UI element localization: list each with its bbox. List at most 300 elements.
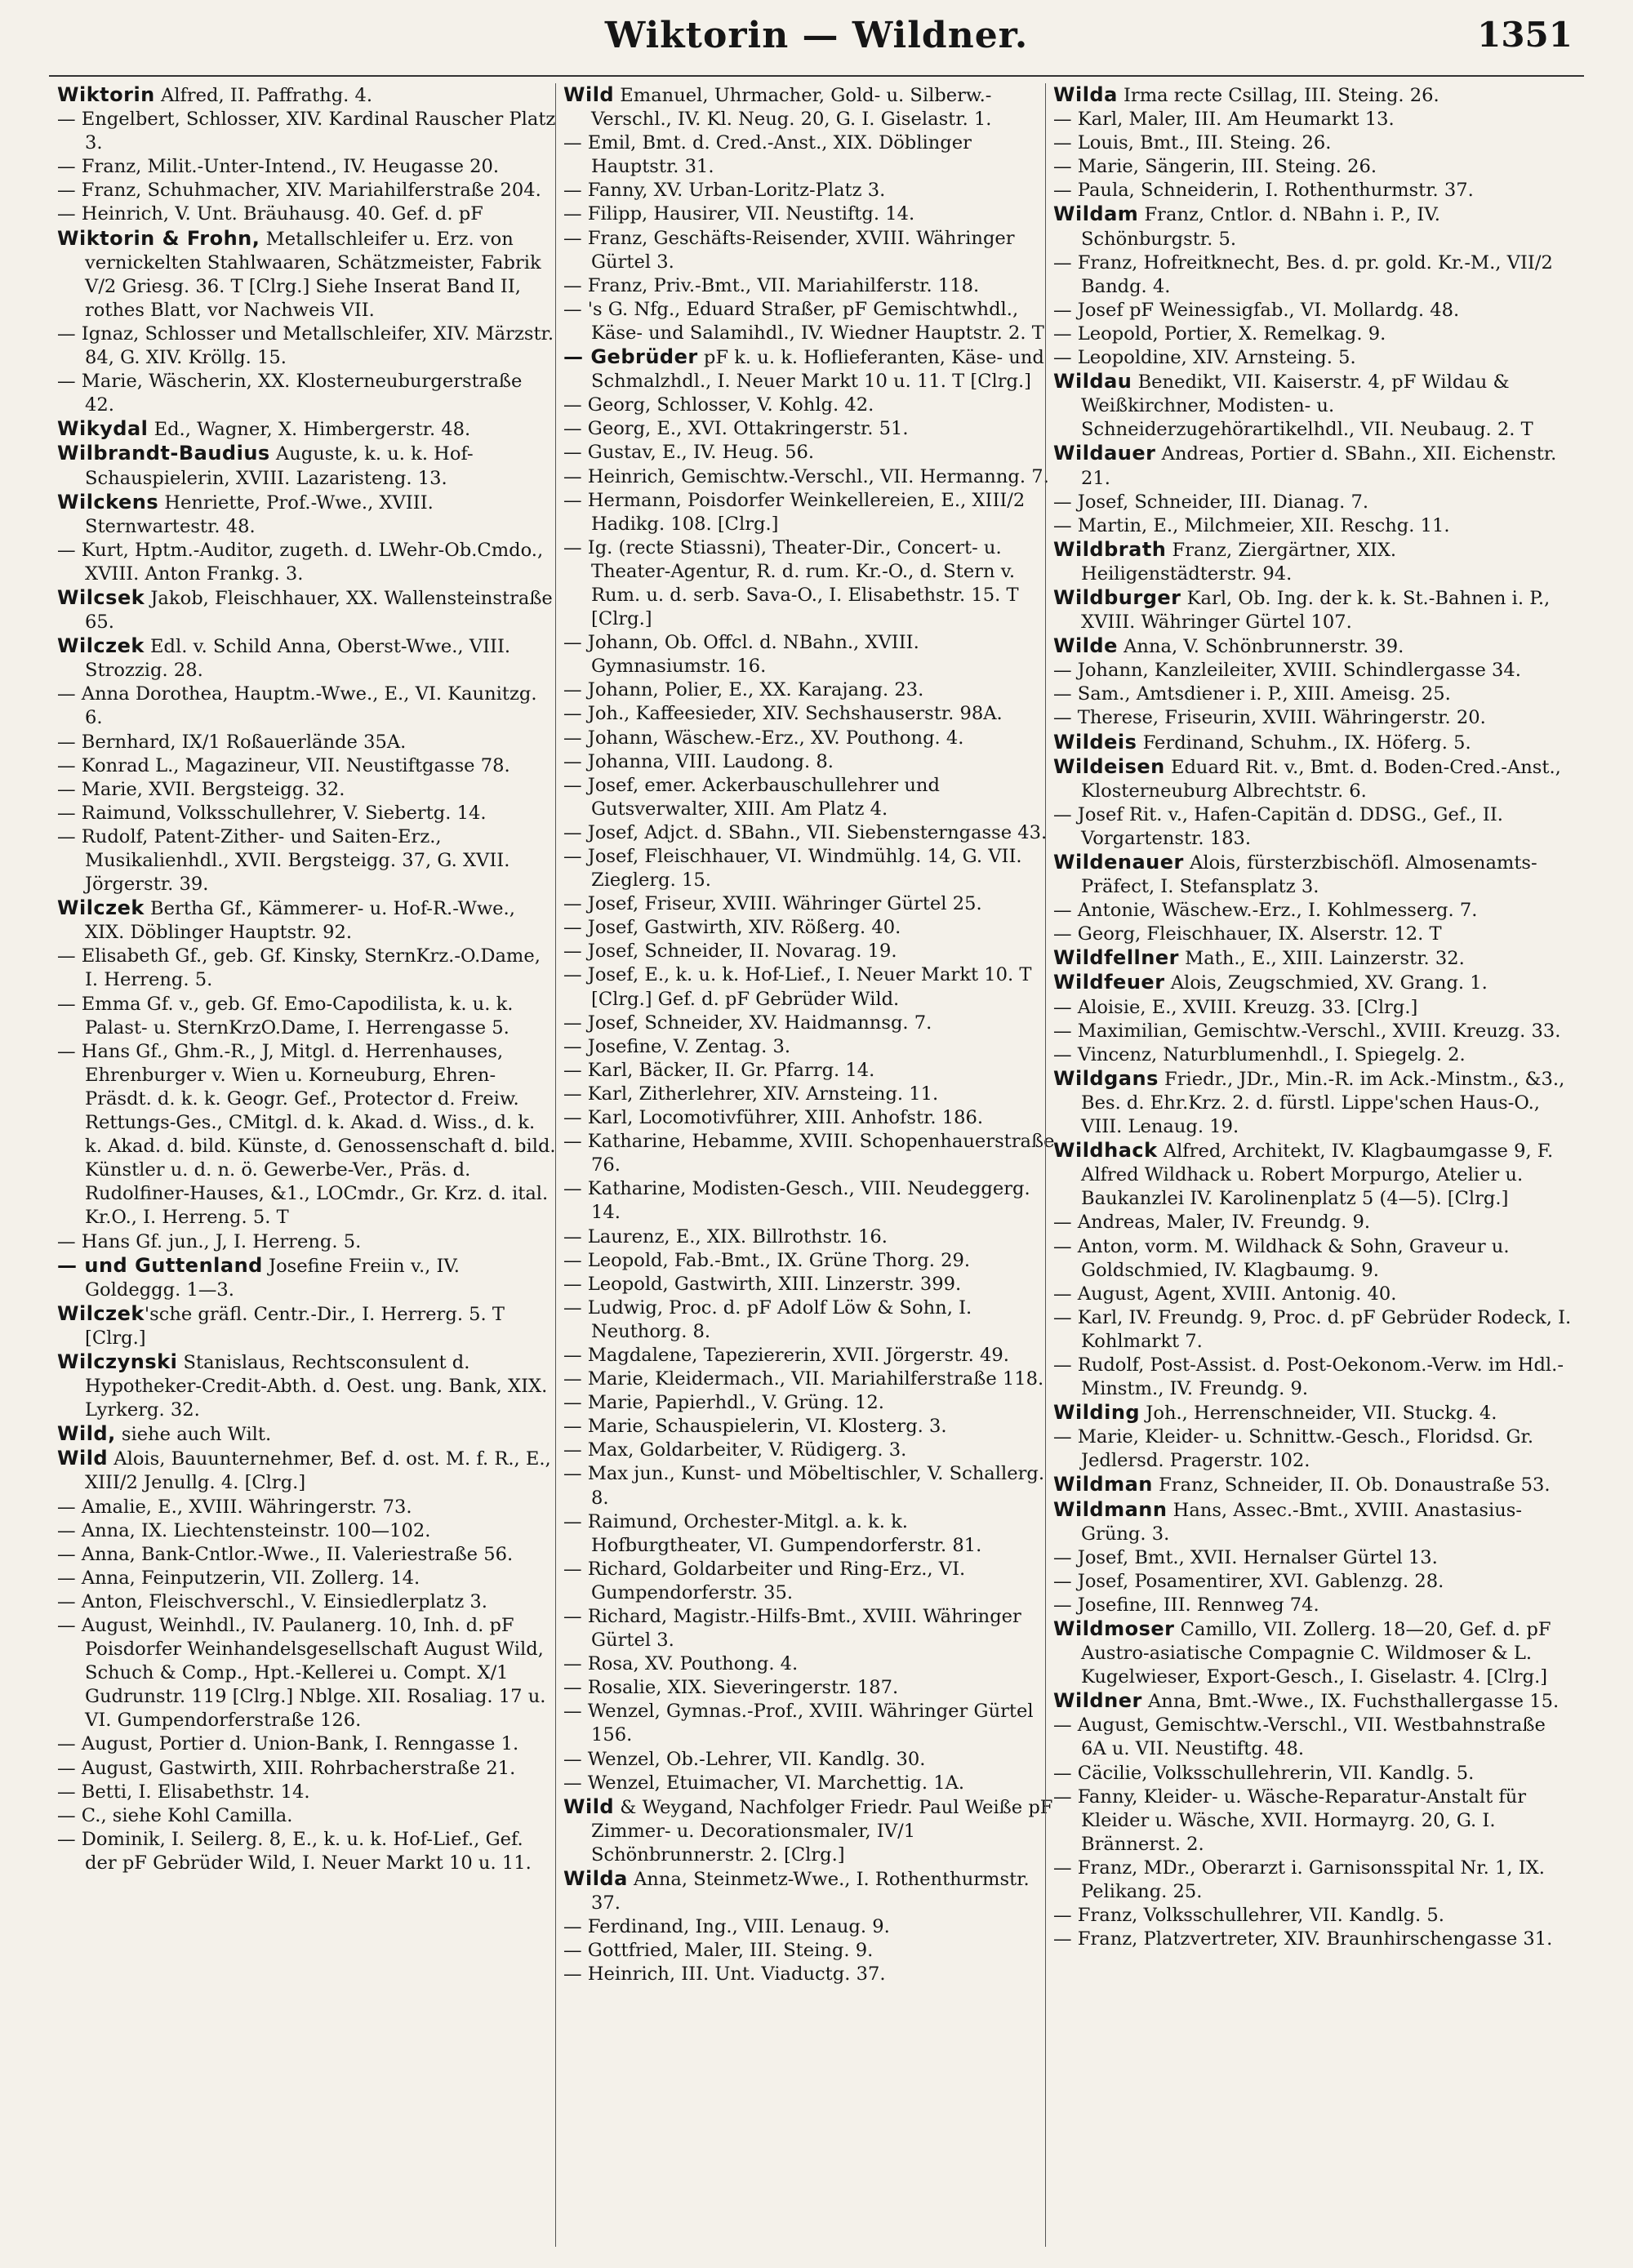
entry-text: — Gottfried, Maler, III. Steing. 9.: [563, 1940, 874, 1962]
directory-entry: [1053, 1354, 1576, 1401]
entry-text: — Josef, Bmt., XVII. Hernalser Gürtel 13.: [1053, 1546, 1438, 1568]
entry-text: — Josef, Adjct. d. SBahn., VII. Siebensterngasse 43.: [563, 821, 1048, 843]
entry-text: — Josef pF Weinessigfab., VI. Mollardg. 48.: [1053, 299, 1460, 321]
directory-entry: [563, 916, 1063, 940]
entry-surname: Wild: [57, 1447, 109, 1470]
entry-text: — Josefine, III. Rennweg 74.: [1053, 1594, 1319, 1616]
entry-text: — Andreas, Maler, IV. Freundg. 9.: [1053, 1212, 1371, 1234]
directory-entry: [563, 83, 1063, 131]
directory-entry: [1053, 1689, 1576, 1714]
directory-entry: [563, 1059, 1063, 1083]
entry-text: — Ignaz, Schlosser und Metallschleifer, XIV. Märzstr. 84, G. XIV. Kröllg. 15.: [57, 322, 554, 369]
entry-surname: Wild: [563, 1794, 615, 1818]
entry-text: — Emil, Bmt. d. Cred.-Anst., XIX. Döblinger Hauptstr. 31.: [563, 132, 972, 178]
directory-entry: [57, 1757, 557, 1781]
directory-entry: [563, 1748, 1063, 1772]
directory-entry: [563, 821, 1063, 845]
entry-text: — Rosa, XV. Pouthong. 4.: [563, 1653, 799, 1675]
entry-text: Franz, Ziergärtner, XIX. Heiligenstädterstr. 94.: [1081, 539, 1397, 585]
directory-entry: [563, 202, 1063, 226]
directory-entry: [57, 1350, 557, 1422]
entry-text: — Georg, E., XVI. Ottakringerstr. 51.: [563, 418, 909, 440]
header-rule: [49, 75, 1584, 77]
entry-text: — Filipp, Hausirer, VII. Neustiftg. 14.: [563, 203, 915, 225]
entry-text: Alois, Bauunternehmer, Bef. d. ost. M. f. R., E., XIII/2 Jenullg. 4. [Clrg.]: [85, 1448, 551, 1494]
entry-text: — Josef, Schneider, II. Novarag. 19.: [563, 941, 897, 963]
directory-entry: [1053, 299, 1576, 322]
entry-text: — Raimund, Orchester-Mitgl. a. k. k. Hofburgtheater, VI. Gumpendorferstr. 81.: [563, 1510, 982, 1556]
entry-text: Joh., Herrenschneider, VII. Stuckg. 4.: [1140, 1403, 1497, 1425]
column-divider: [1045, 83, 1046, 2247]
entry-text: — August, Gastwirth, XIII. Rohrbacherstraße 21.: [57, 1757, 516, 1779]
directory-entry: [57, 1254, 557, 1302]
entry-text: — Karl, Maler, III. Am Heumarkt 13.: [1053, 109, 1395, 131]
directory-entry: [57, 1781, 557, 1804]
entry-text: — Hermann, Poisdorfer Weinkellereien, E., XIII/2 Hadikg. 108. [Clrg.]: [563, 489, 1026, 535]
directory-entry: [57, 1040, 557, 1230]
directory-entry: [1053, 179, 1576, 202]
entry-surname: Wilckens: [57, 490, 159, 514]
entry-surname: Wildburger: [1053, 585, 1181, 609]
entry-text: — Therese, Friseurin, XVIII. Währingerstr. 20.: [1053, 707, 1486, 729]
entry-text: — August, Weinhdl., IV. Paulanerg. 10, Inh. d. pF Poisdorfer Weinhandelsgesellschaft August Wild, Schuch & Comp., Hpt.-Kellerei u. Compt. X/1 Gudrunstr. 119 [Clrg.] Nblge. XII. Rosaliag. 17 u. VI. Gumpendorferstraße 126.: [57, 1615, 546, 1732]
entry-surname: Wiktorin: [57, 83, 155, 106]
directory-entry: [57, 802, 557, 825]
entry-text: — Marie, XVII. Bergsteigg. 32.: [57, 778, 345, 800]
entry-text: — Bernhard, IX/1 Roßauerlände 35A.: [57, 731, 407, 753]
entry-text: — Elisabeth Gf., geb. Gf. Kinsky, SternKrz.-O.Dame, I. Herreng. 5.: [57, 945, 541, 991]
entry-text: — Karl, Locomotivführer, XIII. Anhofstr. 186.: [563, 1107, 984, 1129]
directory-entry: [57, 586, 557, 634]
entry-text: — Karl, IV. Freundg. 9, Proc. d. pF Gebrüder Rodeck, I. Kohlmarkt 7.: [1053, 1306, 1572, 1352]
entry-text: — Josefine, V. Zentag. 3.: [563, 1035, 791, 1057]
entry-text: — Franz, Hofreitknecht, Bes. d. pr. gold. Kr.-M., VII/2 Bandg. 4.: [1053, 251, 1553, 297]
entry-text: — Franz, Schuhmacher, XIV. Mariahilferstraße 204.: [57, 180, 541, 202]
directory-entry: [57, 683, 557, 730]
directory-entry: [1053, 370, 1576, 442]
entry-text: — Betti, I. Elisabethstr. 14.: [57, 1781, 310, 1803]
directory-entry: [563, 1867, 1063, 1915]
directory-entry: [1053, 1473, 1576, 1497]
entry-text: — Richard, Magistr.-Hilfs-Bmt., XVIII. Währinger Gürtel 3.: [563, 1606, 1021, 1652]
directory-entry: [1053, 586, 1576, 634]
directory-entry: [563, 298, 1063, 345]
entry-text: — Josef, E., k. u. k. Hof-Lief., I. Neuer Markt 10. T [Clrg.] Gef. d. pF Gebrüder Wild.: [563, 964, 1032, 1010]
directory-entry: [563, 1130, 1063, 1177]
directory-entry: [57, 778, 557, 802]
directory-entry: [57, 1590, 557, 1614]
directory-entry: [563, 465, 1063, 489]
entry-text: — Maximilian, Gemischtw.-Verschl., XVIII. Kreuzg. 33.: [1053, 1020, 1561, 1042]
entry-surname: Wildenauer: [1053, 851, 1184, 874]
directory-entry: [1053, 1785, 1576, 1857]
entry-text: Anna, Bmt.-Wwe., IX. Fuchsthallergasse 15.: [1141, 1691, 1560, 1713]
entry-text: Alfred, Architekt, IV. Klagbaumgasse 9, F. Alfred Wildhack u. Robert Morpurgo, Atelier u. Baukanzlei IV. Karolinenplatz 5 (4—5). [Clrg.]: [1081, 1141, 1554, 1210]
entry-text: — Laurenz, E., XIX. Billrothstr. 16.: [563, 1225, 888, 1247]
entry-surname: Wiktorin & Frohn,: [57, 226, 260, 250]
entry-text: Ferdinand, Schuhm., IX. Höferg. 5.: [1137, 732, 1471, 754]
entry-text: Benedikt, VII. Kaiserstr. 4, pF Wildau & Weißkirchner, Modisten- u. Schneiderzugehörartikelhdl., VII. Neubaug. 2. T: [1081, 371, 1533, 441]
directory-entry: [563, 417, 1063, 441]
entry-text: — Amalie, E., XVIII. Währingerstr. 73.: [57, 1496, 412, 1518]
directory-entry: [563, 1225, 1063, 1249]
directory-entry: [57, 417, 557, 442]
entry-text: Jakob, Fleischhauer, XX. Wallensteinstraße 65.: [85, 587, 553, 634]
directory-entry: [1053, 442, 1576, 490]
entry-text: — Marie, Kleider- u. Schnittw.-Gesch., Floridsd. Gr. Jedlersd. Pragerstr. 102.: [1053, 1426, 1534, 1472]
directory-entry: [563, 892, 1063, 916]
entry-text: — Josef, Schneider, III. Dianag. 7.: [1053, 491, 1369, 513]
entry-text: — Anton, vorm. M. Wildhack & Sohn, Graveur u. Goldschmied, IV. Klagbaumg. 9.: [1053, 1235, 1510, 1281]
directory-entry: [1053, 155, 1576, 179]
page-header: [49, 15, 1584, 72]
entry-text: — Dominik, I. Seilerg. 8, E., k. u. k. Hof-Lief., Gef. der pF Gebrüder Wild, I. Neuer Markt 10 u. 11.: [57, 1828, 532, 1874]
directory-entry: [563, 1083, 1063, 1106]
entry-text: Henriette, Prof.-Wwe., XVIII. Sternwartestr. 48.: [85, 491, 434, 537]
entry-surname: Wildhack: [1053, 1139, 1158, 1163]
entry-text: Eduard Rit. v., Bmt. d. Boden-Cred.-Anst., Klosterneuburg Albrechtstr. 6.: [1081, 756, 1561, 802]
entry-text: — Richard, Goldarbeiter und Ring-Erz., VI. Gumpendorferstr. 35.: [563, 1558, 966, 1603]
directory-entry: [1053, 1235, 1576, 1283]
directory-entry: [563, 1939, 1063, 1963]
directory-entry: [1053, 1401, 1576, 1425]
entry-text: — Wenzel, Etuimacher, VI. Marchettig. 1A.: [563, 1772, 965, 1794]
directory-entry: [1053, 1714, 1576, 1761]
entry-text: — Franz, MDr., Oberarzt i. Garnisonsspital Nr. 1, IX. Pelikang. 25.: [1053, 1857, 1545, 1903]
entry-text: — Franz, Priv.-Bmt., VII. Mariahilferstr. 118.: [563, 274, 980, 296]
directory-entry: [57, 754, 557, 778]
directory-entry: [563, 1273, 1063, 1296]
directory-entry: [563, 1415, 1063, 1439]
entry-text: — Josef Rit. v., Hafen-Capitän d. DDSG., Gef., II. Vorgartenstr. 183.: [1053, 803, 1503, 849]
directory-entry: [563, 1391, 1063, 1415]
entry-surname: Wilczek: [57, 896, 145, 920]
directory-entry: [1053, 83, 1576, 108]
entry-text: — Franz, Volksschullehrer, VII. Kandlg. 5.: [1053, 1905, 1444, 1927]
entry-surname: Wilczek: [57, 1301, 145, 1325]
directory-entry: [57, 108, 557, 155]
entry-text: — Kurt, Hptm.-Auditor, zugeth. d. LWehr-Ob.Cmdo., XVIII. Anton Frankg. 3.: [57, 539, 544, 585]
directory-entry: [1053, 108, 1576, 131]
entry-text: siehe auch Wilt.: [115, 1424, 272, 1446]
entry-text: — Franz, Milit.-Unter-Intend., IV. Heugasse 20.: [57, 156, 500, 178]
entry-surname: Wildman: [1053, 1473, 1153, 1496]
entry-text: — Franz, Platzvertreter, XIV. Braunhirschengasse 31.: [1053, 1928, 1553, 1950]
directory-entry: [1053, 1211, 1576, 1234]
directory-entry: [563, 1652, 1063, 1676]
directory-entry: [1053, 251, 1576, 299]
directory-entry: [563, 845, 1063, 892]
entry-text: — August, Agent, XVIII. Antonig. 40.: [1053, 1283, 1397, 1305]
directory-entry: [1053, 1546, 1576, 1570]
column-3: [1053, 83, 1576, 2247]
entry-text: — Aloisie, E., XVIII. Kreuzg. 33. [Clrg.]: [1053, 996, 1418, 1018]
entry-text: — Johann, Wäschew.-Erz., XV. Pouthong. 4.: [563, 727, 964, 749]
directory-entry: [57, 1614, 557, 1732]
entry-text: — Heinrich, Gemischtw.-Verschl., VII. Hermanng. 7.: [563, 465, 1049, 487]
directory-entry: [57, 491, 557, 539]
directory-entry: [1053, 1139, 1576, 1211]
directory-entry: [1053, 131, 1576, 155]
entry-text: — Ludwig, Proc. d. pF Adolf Löw & Sohn, I. Neuthorg. 8.: [563, 1296, 972, 1342]
entry-text: Hans, Assec.-Bmt., XVIII. Anastasius-Grüng. 3.: [1081, 1499, 1522, 1545]
entry-text: Karl, Ob. Ing. der k. k. St.-Bahnen i. P., XVIII. Währinger Gürtel 107.: [1081, 587, 1551, 634]
directory-entry: [57, 945, 557, 992]
entry-surname: Wilczynski: [57, 1350, 178, 1373]
directory-entry: [57, 993, 557, 1040]
entry-text: 'sche gräfl. Centr.-Dir., I. Herrerg. 5. T [Clrg.]: [85, 1303, 505, 1349]
entry-text: — Rudolf, Patent-Zither- und Saiten-Erz., Musikalienhdl., XVII. Bergsteigg. 37, G. XVII. Jörgerstr. 39.: [57, 825, 510, 896]
entry-text: — Gustav, E., IV. Heug. 56.: [563, 442, 815, 464]
directory-entry: [563, 1795, 1063, 1867]
directory-entry: [563, 1700, 1063, 1747]
entry-text: Andreas, Portier d. SBahn., XII. Eichenstr. 21.: [1081, 443, 1557, 489]
entry-surname: Wilde: [1053, 634, 1118, 658]
directory-entry: [563, 536, 1063, 631]
entry-text: — Konrad L., Magazineur, VII. Neustiftgasse 78.: [57, 754, 510, 776]
entry-text: — Georg, Fleischhauer, IX. Alserstr. 12. T: [1053, 923, 1442, 945]
entry-text: Alois, Zeugschmied, XV. Grang. 1.: [1164, 972, 1488, 994]
directory-entry: [57, 202, 557, 226]
entry-text: — Leopoldine, XIV. Arnsteing. 5.: [1053, 347, 1356, 369]
directory-entry: [57, 370, 557, 417]
entry-text: — Karl, Bäcker, II. Gr. Pfarrg. 14.: [563, 1059, 875, 1081]
directory-entry: [563, 963, 1063, 1011]
directory-entry: [57, 179, 557, 202]
directory-entry: [1053, 1425, 1576, 1473]
directory-entry: [1053, 202, 1576, 251]
entry-text: Metallschleifer u. Erz. von vernickelten Stahlwaaren, Schätzmeister, Fabrik V/2 Griesg. 36. T [Clrg.] Siehe Inserat Band II, rothes Blatt, vor Nachweis VII.: [85, 228, 541, 321]
directory-entry: [563, 1296, 1063, 1344]
entry-text: Franz, Schneider, II. Ob. Donaustraße 53.: [1152, 1474, 1551, 1496]
directory-entry: [1053, 1617, 1576, 1689]
directory-entry: [1053, 923, 1576, 946]
directory-entry: [1053, 1857, 1576, 1904]
entry-text: — August, Portier d. Union-Bank, I. Renngasse 1.: [57, 1733, 519, 1755]
entry-surname: Wildfeuer: [1053, 971, 1165, 994]
entry-surname: Wilda: [1053, 83, 1118, 106]
directory-entry: [563, 1510, 1063, 1558]
entry-text: — Louis, Bmt., III. Steing. 26.: [1053, 132, 1332, 154]
directory-entry: [1053, 755, 1576, 803]
directory-entry: [563, 1035, 1063, 1059]
directory-entry: [563, 1106, 1063, 1130]
entry-surname: Wildner: [1053, 1689, 1142, 1713]
directory-entry: [1053, 659, 1576, 683]
directory-entry: [57, 1519, 557, 1543]
entry-text: — Anna, Bank-Cntlor.-Wwe., II. Valeriestraße 56.: [57, 1543, 514, 1565]
directory-entry: [563, 489, 1063, 536]
entry-text: — Fanny, XV. Urban-Loritz-Platz 3.: [563, 180, 886, 202]
entry-text: & Weygand, Nachfolger Friedr. Paul Weiße pF Zimmer- u. Decorationsmaler, IV/1 Schönbrunnerstr. 2. [Clrg.]: [591, 1796, 1053, 1866]
entry-text: — Anna, IX. Liechtensteinstr. 100—102.: [57, 1519, 431, 1541]
directory-entry: [1053, 683, 1576, 706]
directory-entry: [57, 896, 557, 945]
entry-text: — Katharine, Modisten-Gesch., VIII. Neudeggerg. 14.: [563, 1178, 1030, 1224]
directory-entry: [1053, 1594, 1576, 1617]
entry-surname: Wildmann: [1053, 1497, 1168, 1521]
entry-text: — Johann, Kanzleileiter, XVIII. Schindlergasse 34.: [1053, 660, 1521, 682]
entry-text: — Marie, Kleidermach., VII. Mariahilferstraße 118.: [563, 1368, 1044, 1390]
entry-text: Alfred, II. Paffrathg. 4.: [154, 85, 373, 106]
entry-text: Irma recte Csillag, III. Steing. 26.: [1117, 85, 1439, 106]
entry-surname: Wild: [563, 83, 615, 106]
column-2: [563, 83, 1063, 2247]
entry-text: — Anna Dorothea, Hauptm.-Wwe., E., VI. Kaunitzg. 6.: [57, 683, 537, 729]
entry-text: — Emma Gf. v., geb. Gf. Emo-Capodilista, k. u. k. Palast- u. SternKrzO.Dame, I. Herrengasse 5.: [57, 993, 514, 1038]
directory-entry: [563, 1462, 1063, 1510]
directory-entry: [563, 940, 1063, 963]
directory-entry: [57, 825, 557, 896]
entry-text: Stanislaus, Rechtsconsulent d. Hypotheker-Credit-Abth. d. Oest. ung. Bank, XIX. Lyrkerg. 32.: [85, 1351, 548, 1421]
directory-entry: [563, 678, 1063, 702]
entry-text: — August, Gemischtw.-Verschl., VII. Westbahnstraße 6A u. VII. Neustiftg. 48.: [1053, 1714, 1546, 1760]
entry-surname: — und Guttenland: [57, 1253, 263, 1277]
directory-entry: [1053, 1904, 1576, 1928]
directory-entry: [57, 1496, 557, 1519]
directory-entry: [1053, 1498, 1576, 1546]
entry-text: — Heinrich, III. Unt. Viaductg. 37.: [563, 1963, 886, 1986]
entry-text: — Leopold, Fab.-Bmt., IX. Grüne Thorg. 29.: [563, 1249, 971, 1271]
entry-surname: Wildgans: [1053, 1066, 1159, 1090]
directory-entry: [563, 1605, 1063, 1652]
directory-entry: [1053, 1762, 1576, 1785]
entry-text: — Cäcilie, Volksschullehrerin, VII. Kandlg. 5.: [1053, 1762, 1475, 1784]
directory-entry: [563, 394, 1063, 417]
directory-entry: [1053, 538, 1576, 586]
entry-text: Camillo, VII. Zollerg. 18—20, Gef. d. pF Austro-asiatische Compagnie C. Wildmoser & L. Kugelwieser, Export-Gesch., I. Giselastr. 4. [Clrg.]: [1081, 1619, 1551, 1688]
entry-surname: Wildau: [1053, 370, 1132, 394]
entry-text: — Ig. (recte Stiassni), Theater-Dir., Concert- u. Theater-Agentur, R. d. rum. Kr.-O., d. Stern v. Rum. u. d. serb. Sava-O., I. Elisabethstr. 15. T [Clrg.]: [563, 536, 1019, 630]
directory-entry: [1053, 1043, 1576, 1067]
directory-entry: [1053, 851, 1576, 899]
directory-entry: [1053, 946, 1576, 971]
directory-entry: [57, 731, 557, 754]
directory-entry: [1053, 346, 1576, 370]
entry-text: pF k. u. k. Hoflieferanten, Käse- und Schmalzhdl., I. Neuer Markt 10 u. 11. T [Clrg.]: [591, 347, 1044, 393]
column-1: [57, 83, 557, 2247]
entry-text: — Rudolf, Post-Assist. d. Post-Oekonom.-Verw. im Hdl.-Minstm., IV. Freundg. 9.: [1053, 1354, 1564, 1400]
entry-text: — C., siehe Kohl Camilla.: [57, 1804, 293, 1826]
directory-entry: [1053, 1570, 1576, 1594]
entry-text: — Leopold, Portier, X. Remelkag. 9.: [1053, 322, 1386, 345]
directory-entry: [57, 1422, 557, 1447]
directory-entry: [57, 227, 557, 322]
entry-text: — Josef, emer. Ackerbauschullehrer und Gutsverwalter, XIII. Am Platz 4.: [563, 774, 940, 820]
column-divider: [555, 83, 556, 2247]
entry-text: Ed., Wagner, X. Himbergerstr. 48.: [148, 419, 471, 441]
entry-text: — Georg, Schlosser, V. Kohlg. 42.: [563, 394, 874, 416]
directory-entry: [1053, 971, 1576, 995]
entry-text: — Franz, Geschäfts-Reisender, XVIII. Währinger Gürtel 3.: [563, 227, 1015, 273]
entry-surname: Wilcsek: [57, 585, 145, 609]
entry-text: Josefine Freiin v., IV. Goldeggg. 1—3.: [85, 1255, 460, 1301]
entry-surname: Wildam: [1053, 202, 1139, 226]
entry-text: — Raimund, Volksschullehrer, V. Siebertg. 14.: [57, 802, 487, 824]
directory-entry: [563, 131, 1063, 179]
directory-entry: [57, 1828, 557, 1875]
entry-text: — 's G. Nfg., Eduard Straßer, pF Gemischtwhdl., Käse- und Salamihdl., IV. Wiedner Hauptstr. 2. T: [563, 298, 1044, 344]
entry-text: — Marie, Schauspielerin, VI. Klosterg. 3.: [563, 1416, 947, 1438]
directory-entry: [1053, 514, 1576, 538]
directory-entry: [563, 1012, 1063, 1035]
entry-text: Edl. v. Schild Anna, Oberst-Wwe., VIII. Strozzig. 28.: [85, 636, 511, 682]
entry-text: — Wenzel, Ob.-Lehrer, VII. Kandlg. 30.: [563, 1748, 926, 1770]
entry-text: — Martin, E., Milchmeier, XII. Reschg. 11.: [1053, 514, 1450, 536]
directory-entry: [1053, 731, 1576, 755]
directory-entry: [1053, 634, 1576, 659]
entry-text: — Josef, Fleischhauer, VI. Windmühlg. 14, G. VII. Zieglerg. 15.: [563, 846, 1022, 892]
entry-text: — Ferdinand, Ing., VIII. Lenaug. 9.: [563, 1916, 890, 1938]
directory-entry: [57, 1732, 557, 1756]
directory-entry: [57, 1543, 557, 1567]
entry-text: — Josef, Posamentirer, XVI. Gablenzg. 28.: [1053, 1570, 1444, 1592]
directory-entry: [1053, 803, 1576, 851]
directory-entry: [1053, 322, 1576, 346]
directory-entry: [57, 539, 557, 586]
entry-text: — Marie, Papierhdl., V. Grüng. 12.: [563, 1392, 884, 1414]
entry-text: — Fanny, Kleider- u. Wäsche-Reparatur-Anstalt für Kleider u. Wäsche, XVII. Hormayrg. 20, G. I. Brännerst. 2.: [1053, 1785, 1527, 1855]
directory-entry: [563, 1915, 1063, 1939]
entry-text: — Wenzel, Gymnas.-Prof., XVIII. Währinger Gürtel 156.: [563, 1701, 1034, 1746]
directory-entry: [57, 634, 557, 683]
entry-surname: Wikydal: [57, 417, 149, 441]
entry-text: Anna, V. Schönbrunnerstr. 39.: [1117, 636, 1404, 658]
directory-entry: [1053, 1020, 1576, 1043]
entry-text: — Josef, Schneider, XV. Haidmannsg. 7.: [563, 1012, 932, 1034]
entry-text: — Sam., Amtsdiener i. P., XIII. Ameisg. 25.: [1053, 683, 1451, 705]
entry-surname: Wild,: [57, 1422, 116, 1446]
entry-text: Franz, Cntlor. d. NBahn i. P., IV. Schönburgstr. 5.: [1081, 204, 1440, 250]
entry-text: — Anton, Fleischverschl., V. Einsiedlerplatz 3.: [57, 1590, 487, 1612]
entry-text: — Hans Gf. jun., J, I. Herreng. 5.: [57, 1230, 362, 1252]
directory-entry: [563, 441, 1063, 465]
entry-surname: Wildauer: [1053, 442, 1156, 465]
directory-entry: [563, 179, 1063, 202]
entry-text: Bertha Gf., Kämmerer- u. Hof-R.-Wwe., XIX. Döblinger Hauptstr. 92.: [85, 898, 515, 944]
directory-entry: [563, 631, 1063, 678]
entry-text: — Katharine, Hebamme, XVIII. Schopenhauerstraße 76.: [563, 1131, 1055, 1176]
entry-surname: Wildeis: [1053, 730, 1137, 754]
directory-entry: [563, 1772, 1063, 1795]
directory-entry: [1053, 491, 1576, 514]
directory-entry: [563, 274, 1063, 298]
directory-entry: [1053, 706, 1576, 730]
entry-text: — Max jun., Kunst- und Möbeltischler, V. Schallerg. 8.: [563, 1463, 1045, 1509]
directory-entry: [57, 1804, 557, 1828]
directory-entry: [563, 774, 1063, 821]
directory-entry: [563, 1249, 1063, 1273]
directory-entry: [563, 1676, 1063, 1700]
directory-entry: [57, 1302, 557, 1350]
entry-text: — Antonie, Wäschew.-Erz., I. Kohlmesserg. 7.: [1053, 900, 1478, 922]
directory-entry: [1053, 996, 1576, 1020]
entry-text: — Vincenz, Naturblumenhdl., I. Spiegelg. 2.: [1053, 1043, 1466, 1065]
entry-text: Emanuel, Uhrmacher, Gold- u. Silberw.-Verschl., IV. Kl. Neug. 20, G. I. Giselastr. 1.: [591, 85, 992, 131]
entry-text: Math., E., XIII. Lainzerstr. 32.: [1178, 948, 1465, 970]
entry-text: — Leopold, Gastwirth, XIII. Linzerstr. 399.: [563, 1273, 962, 1295]
entry-text: — Karl, Zitherlehrer, XIV. Arnsteing. 11.: [563, 1083, 939, 1105]
directory-entry: [57, 1567, 557, 1590]
directory-entry: [57, 442, 557, 490]
entry-text: — Josef, Gastwirth, XIV. Rößerg. 40.: [563, 917, 901, 939]
directory-entry: [1053, 1283, 1576, 1306]
entry-surname: Wildmoser: [1053, 1617, 1175, 1640]
entry-text: — Heinrich, V. Unt. Bräuhausg. 40. Gef. d. pF: [57, 203, 483, 225]
page-title: Wiktorin — Wildner.: [604, 15, 1029, 56]
directory-entry: [563, 1367, 1063, 1391]
page-number: 1351: [1477, 15, 1573, 55]
